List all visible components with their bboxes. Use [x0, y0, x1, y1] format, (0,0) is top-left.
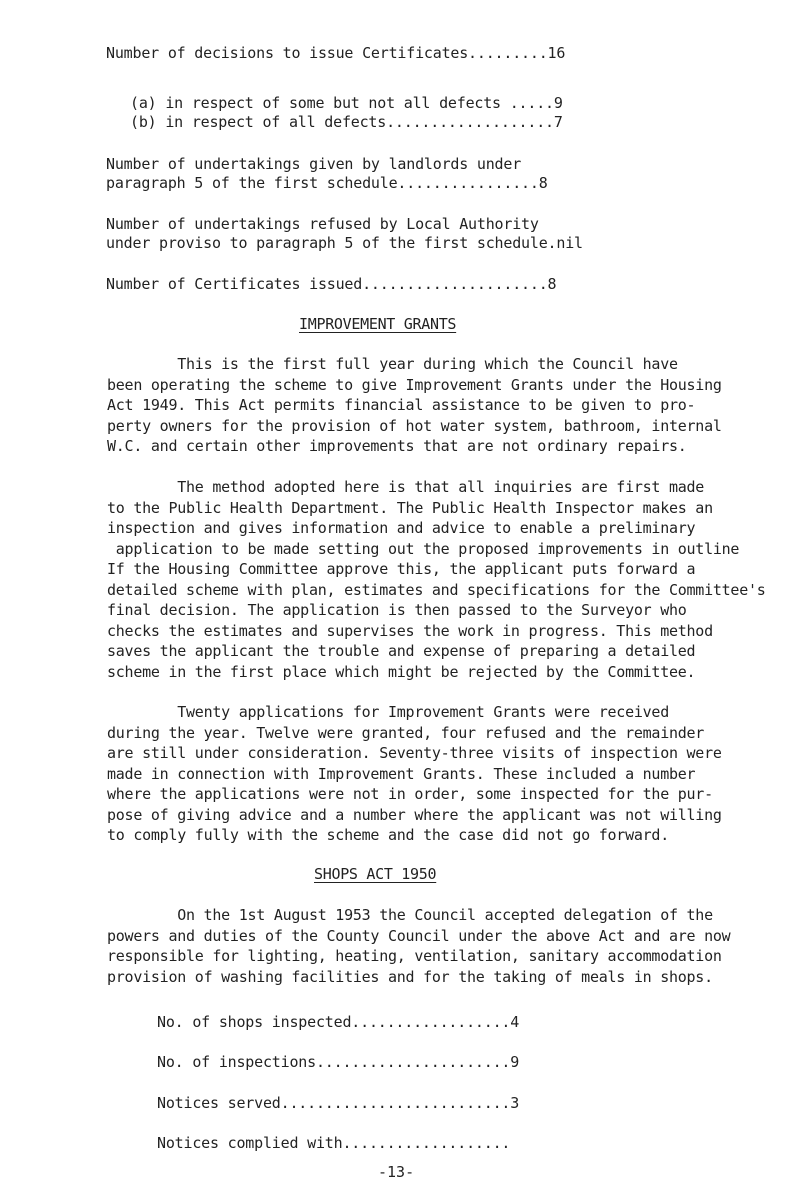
- paragraph-line: responsible for lighting, heating, ventilation, sanitary accommodation: [107, 947, 722, 965]
- paragraph-line: checks the estimates and supervises the work in progress. This method: [107, 621, 713, 640]
- paragraph-line: where the applications were not in order, some inspected for the pur-: [107, 785, 713, 803]
- paragraph-line: Act 1949. This Act permits financial assistance to be given to pro-: [107, 396, 696, 414]
- paragraph-line: If the Housing Committee approve this, the applicant puts forward a: [107, 560, 696, 578]
- paragraph-line: application to be made setting out the proposed improvements in outline: [107, 539, 740, 558]
- improvement-grants-paragraph-2: [107, 478, 797, 683]
- inspections-count: No. of inspections......................9: [157, 1053, 520, 1071]
- undertakings-given-line-1: Number of undertakings given by landlords under: [106, 155, 522, 173]
- undertakings-refused-line-1: Number of undertakings refused by Local Authority: [106, 215, 539, 233]
- paragraph-line: to the Public Health Department. The Public Health Inspector makes an: [107, 498, 713, 517]
- shops-act-paragraph: [107, 906, 797, 988]
- paragraph-line: pose of giving advice and a number where the applicant was not willing: [107, 805, 722, 824]
- paragraph-line: to comply fully with the scheme and the case did not go forward.: [107, 826, 669, 844]
- paragraph-line: perty owners for the provision of hot water system, bathroom, internal: [107, 416, 722, 435]
- shops-act-heading: SHOPS ACT 1950: [314, 865, 437, 883]
- paragraph-line: are still under consideration. Seventy-three visits of inspection were: [107, 744, 722, 762]
- paragraph-line: inspection and gives information and advice to enable a preliminary: [107, 519, 696, 537]
- paragraph-line: This is the first full year during which the Council have: [107, 355, 678, 373]
- paragraph-line: saves the applicant the trouble and expense of preparing a detailed: [107, 642, 696, 660]
- shops-inspected: No. of shops inspected..................4: [157, 1013, 520, 1031]
- paragraph-line: final decision. The application is then passed to the Surveyor who: [107, 601, 687, 619]
- paragraph-line: scheme in the first place which might be rejected by the Committee.: [107, 662, 696, 681]
- paragraph-line: during the year. Twelve were granted, four refused and the remainder: [107, 723, 705, 742]
- decision-a: (a) in respect of some but not all defects .....9: [130, 94, 563, 112]
- paragraph-line: made in connection with Improvement Grants. These included a number: [107, 764, 696, 783]
- paragraph-line: detailed scheme with plan, estimates and specifications for the Committee's: [107, 580, 766, 599]
- undertakings-given-line-2: paragraph 5 of the first schedule................8: [106, 174, 548, 192]
- improvement-grants-paragraph-1: [107, 355, 797, 458]
- improvement-grants-paragraph-3: [107, 703, 797, 847]
- paragraph-line: powers and duties of the County Council under the above Act and are now: [107, 926, 731, 945]
- paragraph-line: On the 1st August 1953 the Council accepted delegation of the: [107, 906, 713, 924]
- certificates-issued: Number of Certificates issued.....................8: [106, 275, 557, 293]
- improvement-grants-heading: IMPROVEMENT GRANTS: [299, 315, 457, 333]
- page-number: -13-: [378, 1163, 415, 1181]
- paragraph-line: been operating the scheme to give Improvement Grants under the Housing: [107, 375, 722, 394]
- decisions-count: Number of decisions to issue Certificates.........16: [106, 44, 566, 62]
- notices-served: Notices served..........................3: [157, 1094, 520, 1112]
- paragraph-line: Twenty applications for Improvement Grants were received: [107, 703, 669, 721]
- paragraph-line: The method adopted here is that all inquiries are first made: [107, 478, 705, 496]
- decision-b: (b) in respect of all defects...................7: [130, 113, 563, 131]
- paragraph-line: provision of washing facilities and for the taking of meals in shops.: [107, 967, 713, 986]
- paragraph-line: W.C. and certain other improvements that are not ordinary repairs.: [107, 437, 687, 455]
- notices-complied: Notices complied with...................: [157, 1134, 511, 1152]
- undertakings-refused-line-2: under proviso to paragraph 5 of the first schedule.nil: [106, 234, 583, 252]
